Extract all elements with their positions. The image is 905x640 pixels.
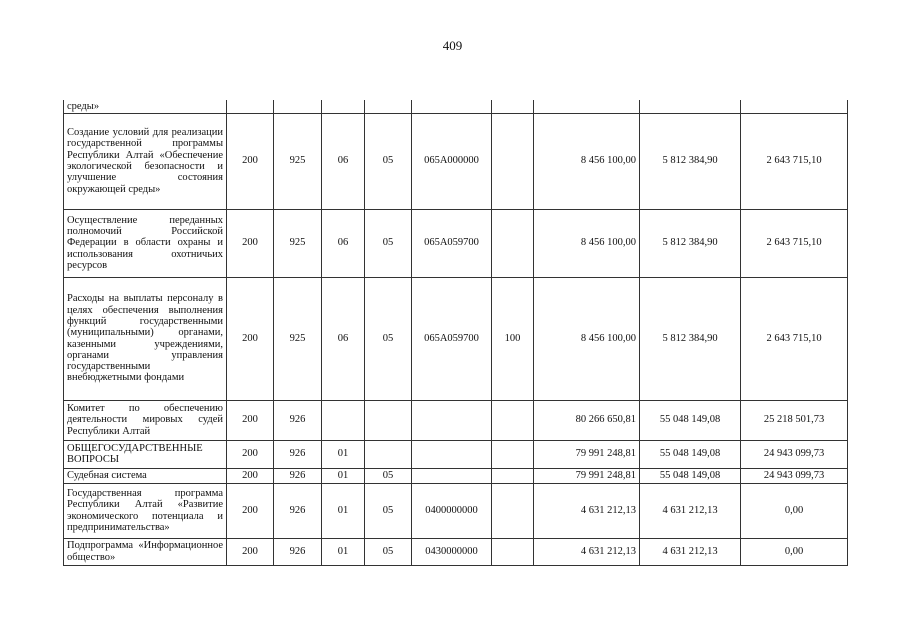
cell-amount: 2 643 715,10 [741, 209, 848, 277]
cell-code: 200 [227, 113, 274, 209]
cell-amount: 2 643 715,10 [741, 277, 848, 400]
cell-amount: 55 048 149,08 [640, 468, 741, 483]
row-name: Судебная система [64, 468, 227, 483]
cell-code [412, 440, 492, 468]
table-row [64, 100, 848, 113]
cell-code [492, 483, 534, 538]
cell-code: 0400000000 [412, 483, 492, 538]
page-number: 409 [442, 38, 463, 53]
cell-code: 925 [274, 113, 322, 209]
cell-amount: 55 048 149,08 [640, 440, 741, 468]
cell-code [492, 113, 534, 209]
table-row [64, 277, 848, 400]
row-name: Создание условий для реализации государственной программы Республики Алтай «Обеспечение экологической безопасности и улучшение состояния окружающей среды» [64, 113, 227, 209]
cell-code: 925 [274, 209, 322, 277]
cell-code: 065A000000 [412, 113, 492, 209]
cell-code: 06 [322, 277, 365, 400]
table-row [64, 400, 848, 440]
cell-code [274, 100, 322, 113]
cell-code [322, 400, 365, 440]
table-row [64, 209, 848, 277]
cell-code: 200 [227, 468, 274, 483]
cell-amount [741, 100, 848, 113]
cell-code: 01 [322, 440, 365, 468]
cell-code: 926 [274, 400, 322, 440]
cell-code: 200 [227, 209, 274, 277]
cell-amount: 0,00 [741, 483, 848, 538]
cell-amount: 2 643 715,10 [741, 113, 848, 209]
cell-amount: 0,00 [741, 538, 848, 565]
cell-code [412, 100, 492, 113]
cell-code [492, 468, 534, 483]
row-name: Комитет по обеспечению деятельности мировых судей Республики Алтай [64, 400, 227, 440]
cell-code: 05 [365, 483, 412, 538]
cell-code: 01 [322, 483, 365, 538]
row-name: среды» [64, 100, 227, 113]
cell-amount: 55 048 149,08 [640, 400, 741, 440]
cell-code: 01 [322, 538, 365, 565]
cell-code: 926 [274, 440, 322, 468]
cell-amount: 79 991 248,81 [534, 440, 640, 468]
row-name: Расходы на выплаты персоналу в целях обеспечения выполнения функций государственными (муниципальными) органами, казенными учреждениями, органами управления государственными внебюджетными фондами [64, 277, 227, 400]
cell-code: 01 [322, 468, 365, 483]
cell-code: 05 [365, 538, 412, 565]
cell-amount: 8 456 100,00 [534, 113, 640, 209]
cell-code: 926 [274, 538, 322, 565]
cell-code: 05 [365, 209, 412, 277]
budget-table [63, 100, 848, 566]
cell-code [365, 400, 412, 440]
cell-code: 06 [322, 209, 365, 277]
cell-amount: 80 266 650,81 [534, 400, 640, 440]
cell-amount: 5 812 384,90 [640, 113, 741, 209]
cell-amount: 4 631 212,13 [640, 483, 741, 538]
cell-amount: 5 812 384,90 [640, 209, 741, 277]
cell-code [492, 538, 534, 565]
cell-code: 200 [227, 483, 274, 538]
cell-code [227, 100, 274, 113]
cell-amount: 4 631 212,13 [640, 538, 741, 565]
cell-code: 200 [227, 440, 274, 468]
cell-code [492, 400, 534, 440]
cell-code: 926 [274, 468, 322, 483]
table-row [64, 538, 848, 565]
cell-code [492, 440, 534, 468]
cell-amount: 79 991 248,81 [534, 468, 640, 483]
cell-code: 05 [365, 277, 412, 400]
cell-code: 065A059700 [412, 277, 492, 400]
cell-code: 100 [492, 277, 534, 400]
cell-code: 200 [227, 277, 274, 400]
cell-code [492, 100, 534, 113]
cell-amount: 24 943 099,73 [741, 440, 848, 468]
row-name: Осуществление переданных полномочий Российской Федерации в области охраны и использования охотничьих ресурсов [64, 209, 227, 277]
row-name: Подпрограмма «Информационное общество» [64, 538, 227, 565]
cell-code [365, 440, 412, 468]
cell-amount [534, 100, 640, 113]
table-row [64, 468, 848, 483]
cell-code: 065A059700 [412, 209, 492, 277]
row-name: ОБЩЕГОСУДАРСТВЕННЫЕ ВОПРОСЫ [64, 440, 227, 468]
table-row [64, 113, 848, 209]
cell-code: 05 [365, 468, 412, 483]
cell-code: 926 [274, 483, 322, 538]
cell-code: 06 [322, 113, 365, 209]
cell-code: 200 [227, 538, 274, 565]
cell-amount: 25 218 501,73 [741, 400, 848, 440]
cell-amount: 4 631 212,13 [534, 538, 640, 565]
cell-code [322, 100, 365, 113]
cell-code [412, 468, 492, 483]
cell-amount: 24 943 099,73 [741, 468, 848, 483]
cell-amount: 5 812 384,90 [640, 277, 741, 400]
cell-code: 200 [227, 400, 274, 440]
cell-code [492, 209, 534, 277]
table-row [64, 483, 848, 538]
cell-amount: 8 456 100,00 [534, 209, 640, 277]
cell-amount [640, 100, 741, 113]
cell-code: 925 [274, 277, 322, 400]
table-row [64, 440, 848, 468]
cell-code [365, 100, 412, 113]
row-name: Государственная программа Республики Алтай «Развитие экономического потенциала и предпринимательства» [64, 483, 227, 538]
cell-code: 05 [365, 113, 412, 209]
cell-amount: 4 631 212,13 [534, 483, 640, 538]
cell-code: 0430000000 [412, 538, 492, 565]
cell-code [412, 400, 492, 440]
cell-amount: 8 456 100,00 [534, 277, 640, 400]
